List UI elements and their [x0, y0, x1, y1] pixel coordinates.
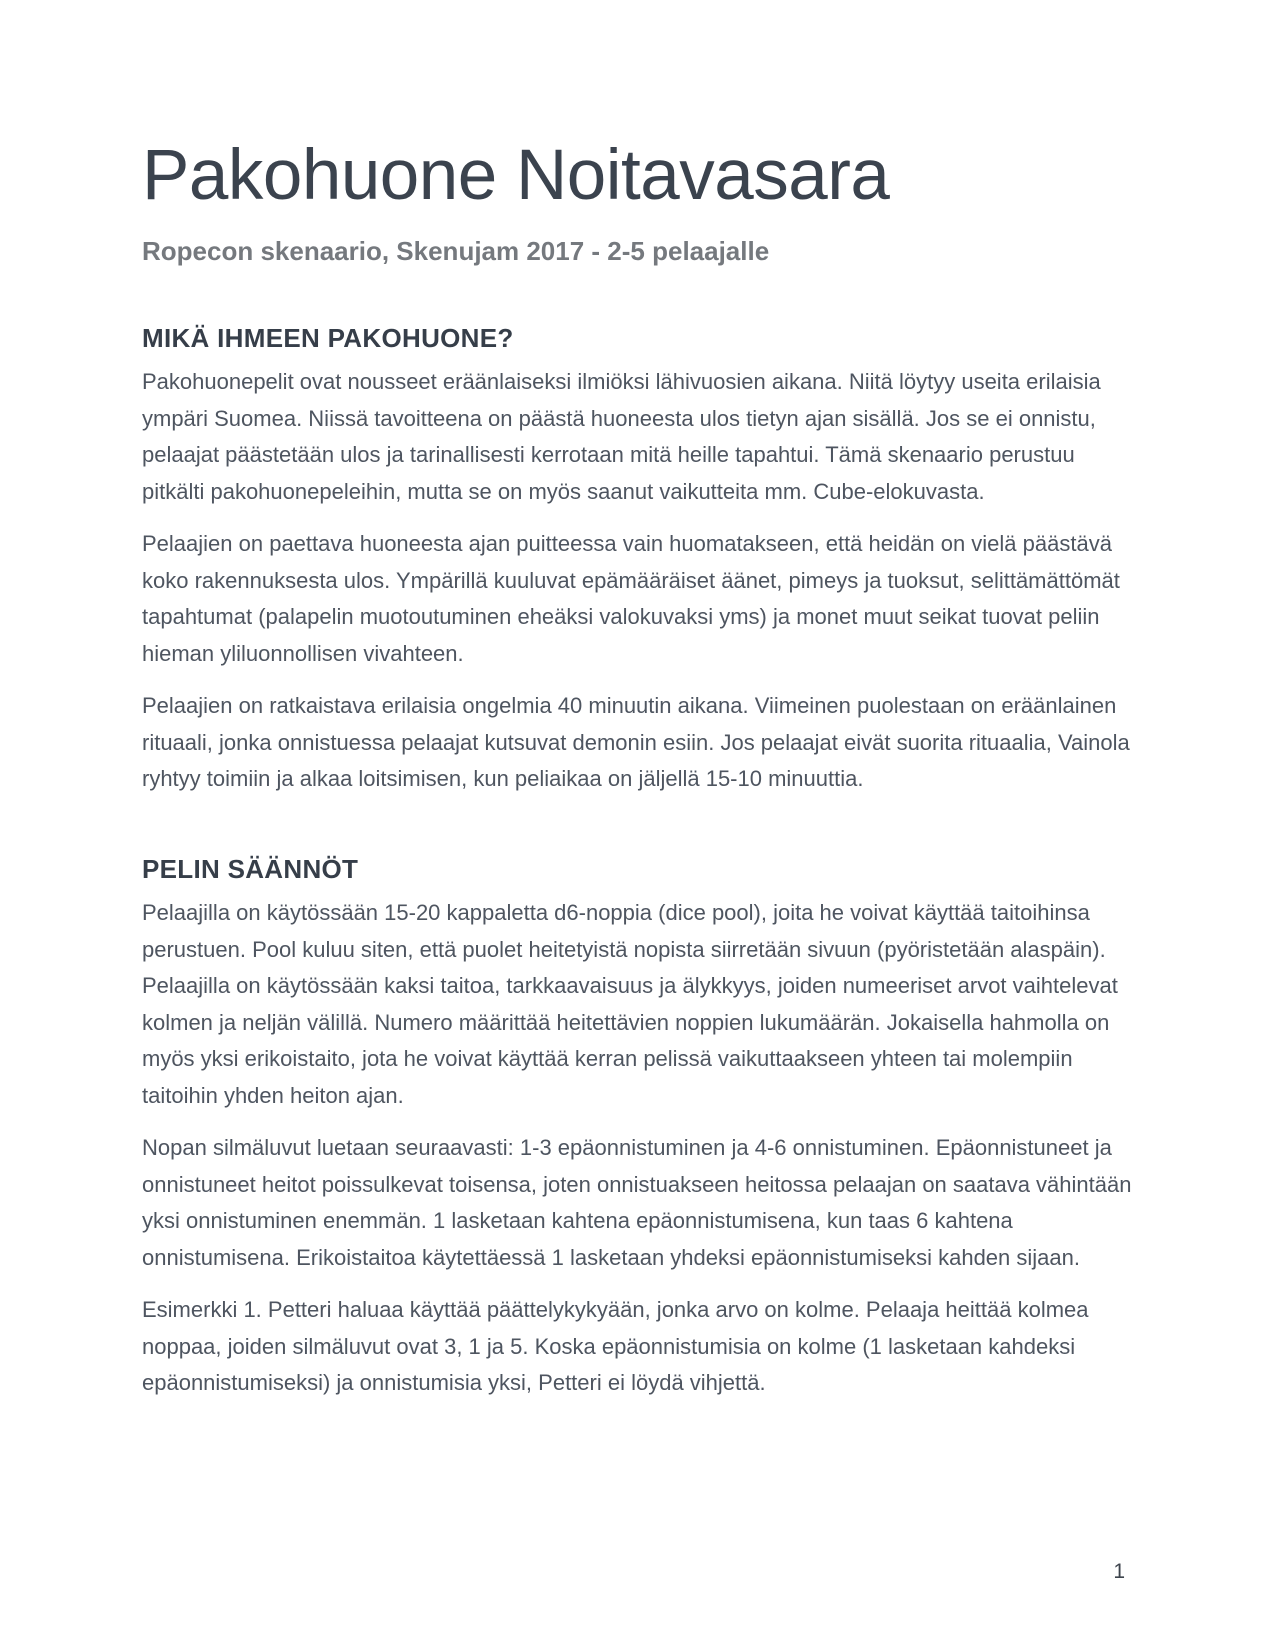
paragraph-pelaajien-paettava: Pelaajien on paettava huoneesta ajan puitteessa vain huomatakseen, että heidän on vielä päästävä koko rakennuksesta ulos. Ympärillä kuuluvat epämääräiset äänet, pimeys ja tuoksut, selittämättömät tapahtumat (palapelin muotoutuminen eheäksi valokuvaksi yms) ja monet muut seikat tuovat peliin hieman yliluonnollisen vivahteen. — [142, 531, 1120, 666]
paragraph-pakohuonepelit-intro: Pakohuonepelit ovat nousseet eräänlaiseksi ilmiöksi lähivuosien aikana. Niitä löytyy useita erilaisia ympäri Suomea. Niissä tavoitteena on päästä huoneesta ulos tietyn ajan sisällä. Jos se ei onnistu, pelaajat päästetään ulos ja tarinallisesti kerrotaan mitä heille tapahtui. Tämä skenaario perustuu pitkälti pakohuonepeleihin, mutta se on myös saanut vaikutteita mm. Cube-elokuvasta. — [142, 369, 1101, 504]
page-number: 1 — [1113, 1560, 1125, 1583]
section-heading-mika-ihmeen-pakohuone: MIKÄ IHMEEN PAKOHUONE? — [142, 323, 514, 354]
section-heading-pelin-saannot: PELIN SÄÄNNÖT — [142, 853, 359, 884]
paragraph-dice-pool: Pelaajilla on käytössään 15-20 kappaletta d6-noppia (dice pool), joita he voivat käyttää taitoihinsa perustuen. Pool kuluu siten, että puolet heitetyistä nopista siirretään sivuun (pyöristetään alaspäin). Pelaajilla on käytössään kaksi taitoa, tarkkaavaisuus ja älykkyys, joiden numeeriset arvot vaihtelevat kolmen ja neljän välillä. Numero määrittää heitettävien noppien lukumäärän. Jokaisella hahmolla on myös yksi erikoistaito, jota he voivat käyttää kerran pelissä vaikuttaakseen yhteen tai molempiin taitoihin yhden heiton ajan. — [142, 900, 1118, 1108]
document-subtitle: Ropecon skenaario, Skenujam 2017 - 2-5 pelaajalle — [142, 235, 770, 266]
paragraph-pelaajien-ratkaistava: Pelaajien on ratkaistava erilaisia ongelmia 40 minuutin aikana. Viimeinen puolestaan on eräänlainen rituaali, jonka onnistuessa pelaajat kutsuvat demonin esiin. Jos pelaajat eivät suorita rituaalia, Vainola ryhtyy toimiin ja alkaa loitsimisen, kun peliaikaa on jäljellä 15-10 minuuttia. — [142, 693, 1130, 792]
document-title: Pakohuone Noitavasara — [142, 136, 890, 215]
paragraph-esimerkki-1: Esimerkki 1. Petteri haluaa käyttää päättelykykyään, jonka arvo on kolme. Pelaaja heittää kolmea noppaa, joiden silmäluvut ovat 3, 1 ja 5. Koska epäonnistumisia on kolme (1 lasketaan kahdeksi epäonnistumiseksi) ja onnistumisia yksi, Petteri ei löydä vihjettä. — [142, 1297, 1089, 1396]
paragraph-nopan-silmaluvut: Nopan silmäluvut luetaan seuraavasti: 1-3 epäonnistuminen ja 4-6 onnistuminen. Epäonnistuneet ja onnistuneet heitot poissulkevat toisensa, joten onnistuakseen heitossa pelaajan on saatava vähintään yksi onnistuminen enemmän. 1 lasketaan kahtena epäonnistumisena, kun taas 6 kahtena onnistumisena. Erikoistaitoa käytettäessä 1 lasketaan yhdeksi epäonnistumiseksi kahden sijaan. — [142, 1135, 1132, 1270]
